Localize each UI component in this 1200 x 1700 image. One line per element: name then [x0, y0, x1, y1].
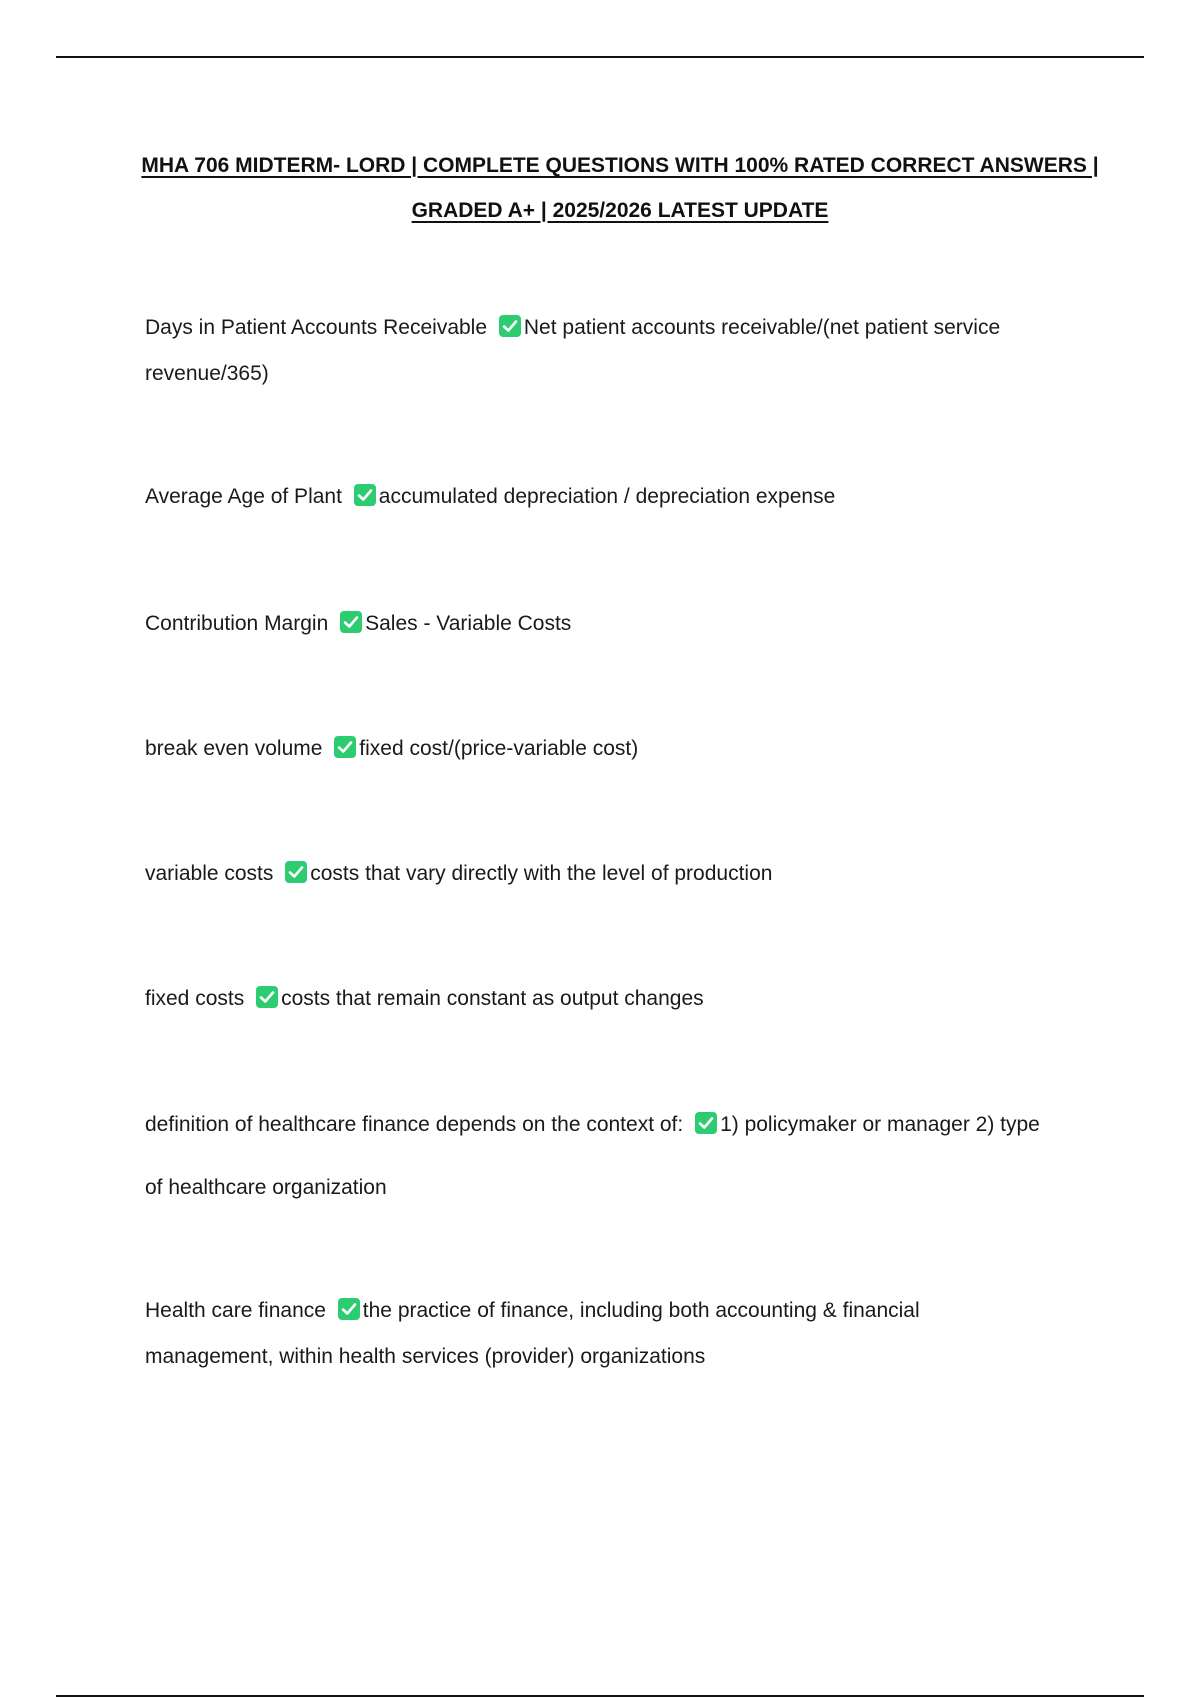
top-rule: [56, 56, 1144, 58]
entry-answer: accumulated depreciation / depreciation expense: [378, 485, 836, 508]
entry-fixed-costs: [145, 976, 1095, 1022]
entry-term: Contribution Margin: [145, 612, 329, 635]
entry-term: definition of healthcare finance depends on the context of:: [145, 1113, 684, 1136]
entry-days-in-ar: [145, 305, 1095, 397]
entry-definition-healthcare-finance: [145, 1093, 1045, 1219]
check-mark-icon: [256, 986, 278, 1008]
entry-answer: fixed cost/(price-variable cost): [359, 737, 639, 760]
document-title: MHA 706 MIDTERM- LORD | COMPLETE QUESTIONS WITH 100% RATED CORRECT ANSWERS | GRADED A+ | 2025/2026 LATEST UPDATE: [141, 154, 1099, 222]
entry-answer: Net patient accounts receivable/(net patient service revenue/365): [145, 316, 1001, 385]
entry-term: break even volume: [145, 737, 323, 760]
entry-answer: 1) policymaker or manager 2) type of healthcare organization: [145, 1113, 1040, 1199]
bottom-rule: [56, 1695, 1144, 1697]
entry-break-even-volume: [145, 726, 1095, 772]
check-mark-icon: [338, 1298, 360, 1320]
entry-answer: costs that vary directly with the level of production: [310, 862, 773, 885]
entry-answer: the practice of finance, including both accounting & financial management, within health services (provider) organizations: [145, 1299, 920, 1368]
entry-term: fixed costs: [145, 987, 245, 1010]
check-mark-icon: [695, 1112, 717, 1134]
entry-answer: Sales - Variable Costs: [365, 612, 572, 635]
entry-term: Days in Patient Accounts Receivable: [145, 316, 488, 339]
check-mark-icon: [340, 611, 362, 633]
entry-term: Average Age of Plant: [145, 485, 342, 508]
entry-term: Health care finance: [145, 1299, 326, 1322]
entry-average-age-of-plant: [145, 474, 1095, 520]
check-mark-icon: [354, 484, 376, 506]
entry-term: variable costs: [145, 862, 274, 885]
entry-variable-costs: [145, 851, 1095, 897]
entry-health-care-finance: [145, 1288, 1005, 1380]
check-mark-icon: [499, 315, 521, 337]
entry-answer: costs that remain constant as output changes: [281, 987, 704, 1010]
check-mark-icon: [334, 736, 356, 758]
entry-contribution-margin: [145, 601, 1095, 647]
check-mark-icon: [285, 861, 307, 883]
